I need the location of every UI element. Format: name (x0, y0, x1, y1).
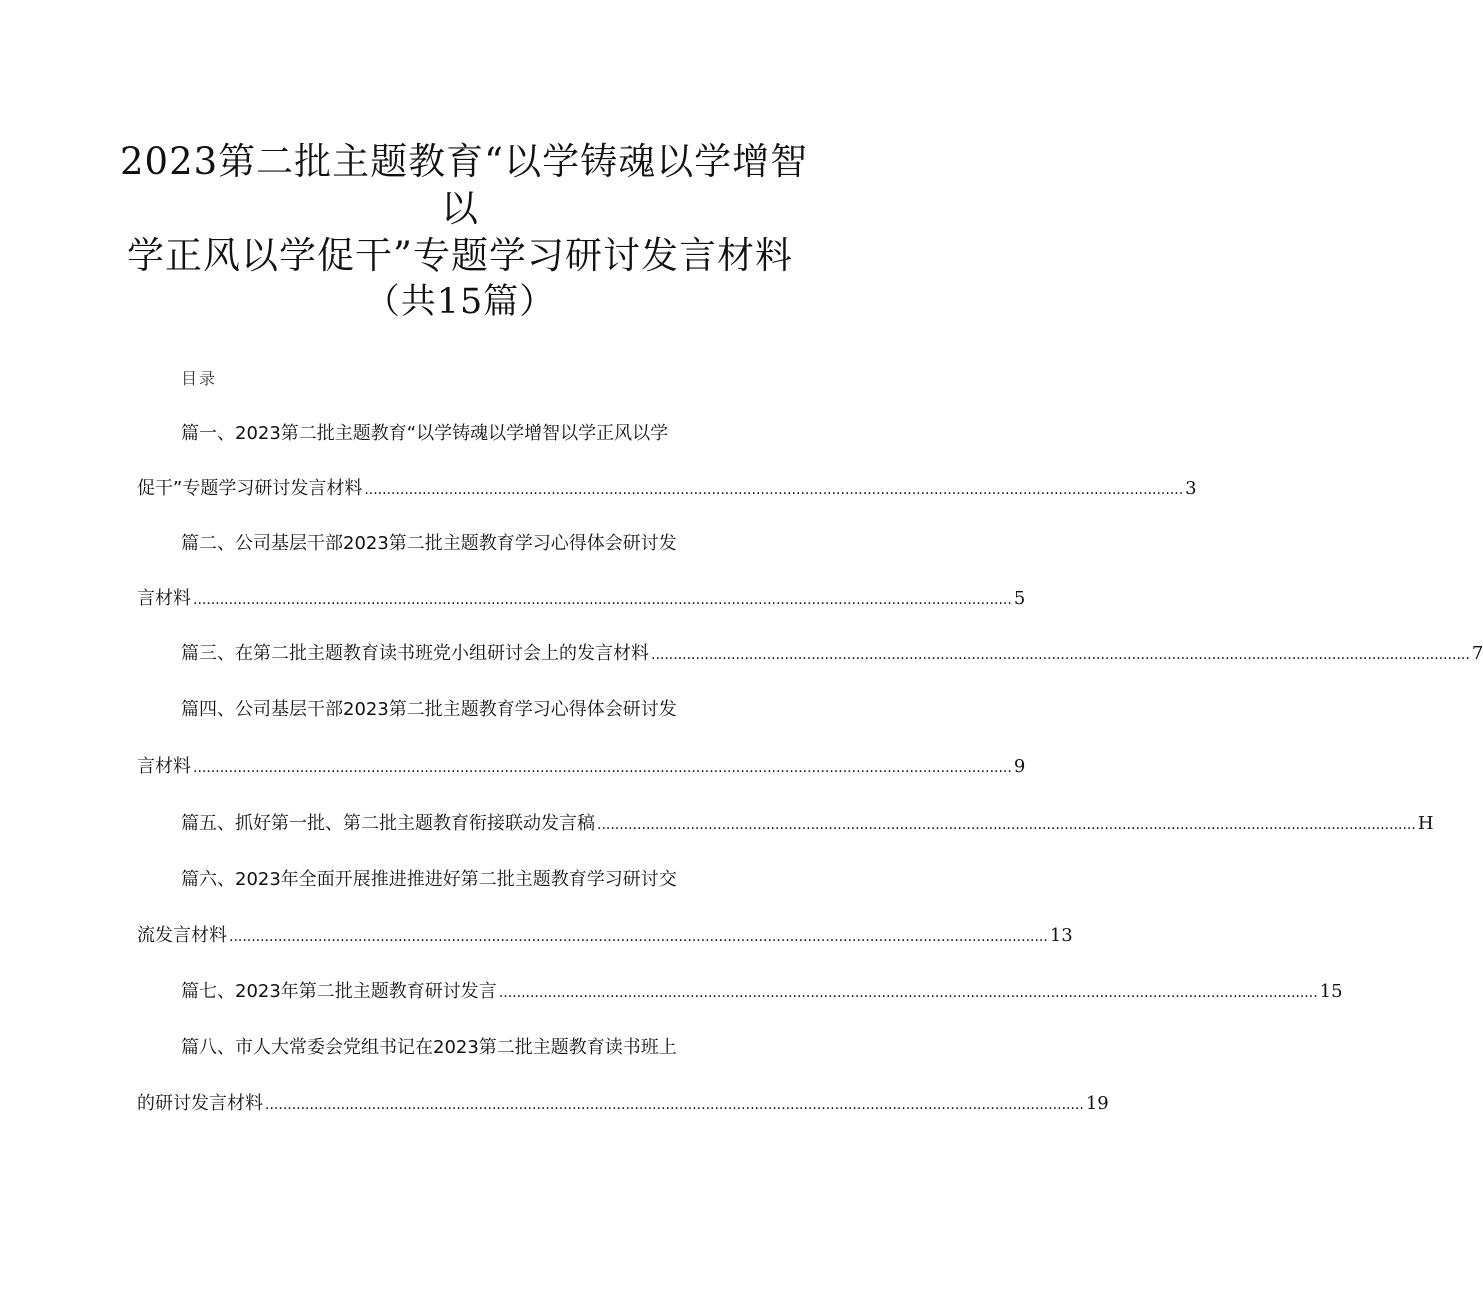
leader-dots: ........................................................................................................................................................................................ (229, 929, 1048, 945)
toc-entry-4-line2[interactable] (137, 753, 1026, 781)
leader-dots: ........................................................................................................................................................................................ (597, 817, 1416, 833)
leader-dots: ........................................................................................................................................................................................ (651, 647, 1470, 663)
toc-entry-8-page: 19 (1085, 1093, 1109, 1114)
toc-entry-4-text: 言材料 (137, 756, 191, 777)
toc-entry-4-line1[interactable]: 篇四、公司基层干部2023第二批主题教育学习心得体会研讨发 (181, 699, 677, 720)
toc-entry-8-line1[interactable]: 篇八、市人大常委会党组书记在2023第二批主题教育读书班上 (181, 1037, 677, 1058)
document-title (120, 138, 809, 326)
leader-dots: ........................................................................................................................................................................................ (498, 985, 1318, 1001)
title-line-4: （共15篇） (364, 282, 556, 322)
toc-heading: 目录 (181, 369, 218, 388)
toc-entry-1-page: 3 (1185, 478, 1197, 499)
toc-entry-6-line2[interactable] (137, 922, 1073, 950)
toc-entry-6-page: 13 (1049, 925, 1073, 946)
toc-entry-5-text: 篇五、抓好第一批、第二批主题教育衔接联动发言稿 (181, 813, 595, 834)
toc-entry-3-page: 7 (1471, 643, 1483, 664)
leader-dots: ........................................................................................................................................................................................ (193, 592, 1012, 608)
title-line-2: 以 (441, 187, 479, 230)
toc-entry-3-text: 篇三、在第二批主题教育读书班党小组研讨会上的发言材料 (181, 643, 649, 664)
toc-entry-6-line1[interactable]: 篇六、2023年全面开展推进推进好第二批主题教育学习研讨交 (181, 869, 677, 890)
toc-entry-2-text: 言材料 (137, 588, 191, 609)
toc-entry-6-text: 流发言材料 (137, 925, 227, 946)
toc-entry-7-text: 篇七、2023年第二批主题教育研讨发言 (181, 981, 497, 1002)
toc-entry-7-page: 15 (1319, 981, 1343, 1002)
toc-entry-1-line2[interactable] (137, 475, 1197, 503)
toc-entry-8-text: 的研讨发言材料 (137, 1093, 263, 1114)
toc-entry-5-page: H (1417, 813, 1434, 834)
leader-dots: ........................................................................................................................................................................................ (364, 482, 1184, 498)
title-line-3: 学正风以学促干”专题学习研讨发言材料 (127, 234, 793, 277)
toc-entry-8-line2[interactable] (137, 1090, 1109, 1118)
toc-entry-5[interactable] (181, 810, 1434, 838)
leader-dots: ........................................................................................................................................................................................ (193, 760, 1012, 776)
toc-entry-1-text: 促干”专题学习研讨发言材料 (137, 478, 363, 499)
toc-entry-4-page: 9 (1013, 756, 1026, 777)
leader-dots: ........................................................................................................................................................................................ (265, 1097, 1084, 1113)
toc-entry-1-line1[interactable]: 篇一、2023第二批主题教育“以学铸魂以学增智以学正风以学 (181, 423, 669, 444)
toc-entry-3[interactable] (181, 640, 1483, 668)
toc-entry-2-page: 5 (1013, 588, 1026, 609)
toc-entry-2-line1[interactable]: 篇二、公司基层干部2023第二批主题教育学习心得体会研讨发 (181, 533, 677, 554)
toc-entry-2-line2[interactable] (137, 585, 1026, 613)
title-line-1: 2023第二批主题教育“以学铸魂以学增智 (120, 140, 809, 183)
toc-entry-7[interactable] (181, 978, 1343, 1006)
